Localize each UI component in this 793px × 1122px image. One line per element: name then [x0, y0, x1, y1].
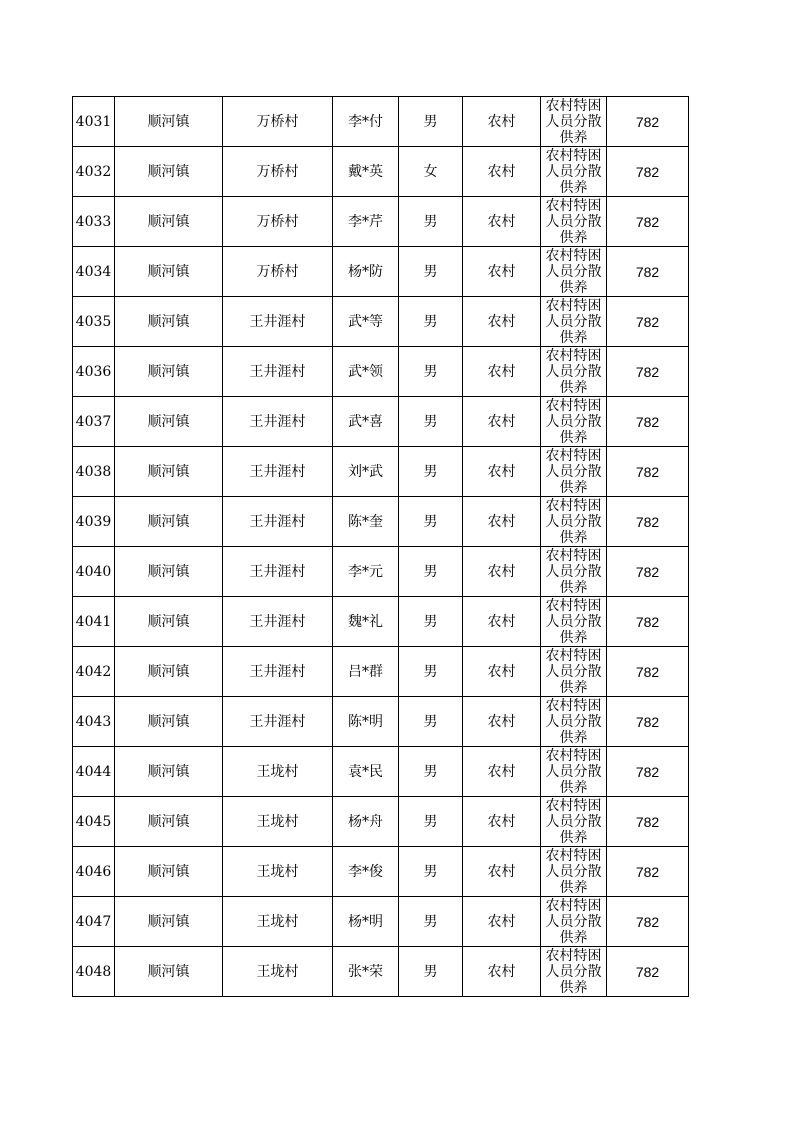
cell-town: 顺河镇: [115, 947, 223, 997]
cell-support-category: [541, 947, 607, 997]
cell-gender: 男: [399, 397, 463, 447]
cell-gender: 男: [399, 347, 463, 397]
cell-village: 王垅村: [223, 797, 333, 847]
cell-support-category: [541, 897, 607, 947]
cell-amount: 782: [607, 247, 689, 297]
cell-support-category: [541, 597, 607, 647]
cell-village: 万桥村: [223, 247, 333, 297]
cell-support-category: [541, 497, 607, 547]
cell-area-type: 农村: [463, 897, 541, 947]
support-category-text: 农村特困人员分散供养: [545, 398, 602, 445]
table-row: [73, 597, 689, 647]
cell-recipient-name: 张*荣: [333, 947, 399, 997]
cell-gender: 男: [399, 947, 463, 997]
cell-town: 顺河镇: [115, 697, 223, 747]
cell-area-type: 农村: [463, 447, 541, 497]
cell-serial-number: 4048: [73, 947, 115, 997]
cell-gender: 男: [399, 447, 463, 497]
cell-serial-number: 4045: [73, 797, 115, 847]
cell-area-type: 农村: [463, 947, 541, 997]
cell-support-category: [541, 97, 607, 147]
cell-town: 顺河镇: [115, 447, 223, 497]
support-category-text: 农村特困人员分散供养: [545, 298, 602, 345]
relief-recipient-table: [72, 96, 689, 997]
cell-recipient-name: 李*元: [333, 547, 399, 597]
table-row: [73, 247, 689, 297]
cell-gender: 男: [399, 697, 463, 747]
cell-serial-number: 4032: [73, 147, 115, 197]
cell-serial-number: 4041: [73, 597, 115, 647]
cell-town: 顺河镇: [115, 547, 223, 597]
cell-town: 顺河镇: [115, 347, 223, 397]
cell-recipient-name: 李*付: [333, 97, 399, 147]
cell-serial-number: 4031: [73, 97, 115, 147]
cell-serial-number: 4042: [73, 647, 115, 697]
cell-gender: 男: [399, 647, 463, 697]
cell-recipient-name: 吕*群: [333, 647, 399, 697]
cell-town: 顺河镇: [115, 497, 223, 547]
cell-area-type: 农村: [463, 697, 541, 747]
cell-town: 顺河镇: [115, 197, 223, 247]
cell-serial-number: 4043: [73, 697, 115, 747]
support-category-text: 农村特困人员分散供养: [545, 798, 602, 845]
table-row: [73, 747, 689, 797]
cell-town: 顺河镇: [115, 597, 223, 647]
cell-support-category: [541, 247, 607, 297]
cell-area-type: 农村: [463, 397, 541, 447]
cell-area-type: 农村: [463, 297, 541, 347]
cell-gender: 男: [399, 197, 463, 247]
cell-town: 顺河镇: [115, 297, 223, 347]
cell-serial-number: 4033: [73, 197, 115, 247]
cell-town: 顺河镇: [115, 397, 223, 447]
cell-gender: 男: [399, 547, 463, 597]
table-row: [73, 97, 689, 147]
cell-amount: 782: [607, 547, 689, 597]
cell-village: 王井涯村: [223, 347, 333, 397]
table-row: [73, 847, 689, 897]
cell-amount: 782: [607, 647, 689, 697]
support-category-text: 农村特困人员分散供养: [545, 98, 602, 145]
cell-village: 万桥村: [223, 197, 333, 247]
cell-area-type: 农村: [463, 797, 541, 847]
cell-recipient-name: 袁*民: [333, 747, 399, 797]
cell-village: 王井涯村: [223, 647, 333, 697]
cell-support-category: [541, 797, 607, 847]
support-category-text: 农村特困人员分散供养: [545, 498, 602, 545]
cell-town: 顺河镇: [115, 797, 223, 847]
cell-village: 王井涯村: [223, 597, 333, 647]
table-row: [73, 947, 689, 997]
cell-support-category: [541, 297, 607, 347]
cell-gender: 男: [399, 847, 463, 897]
cell-serial-number: 4039: [73, 497, 115, 547]
table-body: [73, 97, 689, 997]
cell-village: 王井涯村: [223, 547, 333, 597]
cell-village: 万桥村: [223, 97, 333, 147]
cell-amount: 782: [607, 97, 689, 147]
cell-serial-number: 4038: [73, 447, 115, 497]
cell-amount: 782: [607, 447, 689, 497]
cell-town: 顺河镇: [115, 97, 223, 147]
cell-amount: 782: [607, 497, 689, 547]
cell-area-type: 农村: [463, 547, 541, 597]
cell-gender: 女: [399, 147, 463, 197]
cell-village: 王垅村: [223, 847, 333, 897]
cell-serial-number: 4047: [73, 897, 115, 947]
cell-support-category: [541, 347, 607, 397]
cell-serial-number: 4035: [73, 297, 115, 347]
cell-amount: 782: [607, 697, 689, 747]
table-row: [73, 347, 689, 397]
cell-amount: 782: [607, 347, 689, 397]
cell-serial-number: 4044: [73, 747, 115, 797]
cell-area-type: 农村: [463, 147, 541, 197]
cell-recipient-name: 武*领: [333, 347, 399, 397]
support-category-text: 农村特困人员分散供养: [545, 148, 602, 195]
cell-serial-number: 4040: [73, 547, 115, 597]
support-category-text: 农村特困人员分散供养: [545, 848, 602, 895]
support-category-text: 农村特困人员分散供养: [545, 748, 602, 795]
cell-support-category: [541, 647, 607, 697]
cell-serial-number: 4046: [73, 847, 115, 897]
cell-area-type: 农村: [463, 597, 541, 647]
cell-area-type: 农村: [463, 847, 541, 897]
cell-village: 万桥村: [223, 147, 333, 197]
support-category-text: 农村特困人员分散供养: [545, 548, 602, 595]
cell-support-category: [541, 147, 607, 197]
cell-amount: 782: [607, 147, 689, 197]
cell-amount: 782: [607, 797, 689, 847]
cell-recipient-name: 魏*礼: [333, 597, 399, 647]
cell-recipient-name: 杨*舟: [333, 797, 399, 847]
cell-village: 王井涯村: [223, 497, 333, 547]
table-row: [73, 397, 689, 447]
cell-support-category: [541, 747, 607, 797]
cell-recipient-name: 陈*明: [333, 697, 399, 747]
cell-amount: 782: [607, 397, 689, 447]
support-category-text: 农村特困人员分散供养: [545, 198, 602, 245]
cell-gender: 男: [399, 597, 463, 647]
cell-recipient-name: 武*等: [333, 297, 399, 347]
cell-gender: 男: [399, 97, 463, 147]
cell-town: 顺河镇: [115, 747, 223, 797]
cell-area-type: 农村: [463, 647, 541, 697]
cell-amount: 782: [607, 197, 689, 247]
cell-town: 顺河镇: [115, 147, 223, 197]
support-category-text: 农村特困人员分散供养: [545, 698, 602, 745]
cell-town: 顺河镇: [115, 247, 223, 297]
cell-support-category: [541, 447, 607, 497]
cell-recipient-name: 李*俊: [333, 847, 399, 897]
table-row: [73, 697, 689, 747]
support-category-text: 农村特困人员分散供养: [545, 448, 602, 495]
cell-recipient-name: 杨*防: [333, 247, 399, 297]
cell-amount: 782: [607, 847, 689, 897]
table-row: [73, 547, 689, 597]
cell-gender: 男: [399, 797, 463, 847]
table-row: [73, 147, 689, 197]
cell-area-type: 农村: [463, 97, 541, 147]
cell-serial-number: 4037: [73, 397, 115, 447]
cell-village: 王井涯村: [223, 697, 333, 747]
cell-village: 王井涯村: [223, 297, 333, 347]
table-row: [73, 897, 689, 947]
cell-gender: 男: [399, 247, 463, 297]
cell-serial-number: 4034: [73, 247, 115, 297]
cell-gender: 男: [399, 897, 463, 947]
cell-support-category: [541, 197, 607, 247]
cell-amount: 782: [607, 747, 689, 797]
cell-amount: 782: [607, 297, 689, 347]
cell-town: 顺河镇: [115, 847, 223, 897]
table-row: [73, 197, 689, 247]
support-category-text: 农村特困人员分散供养: [545, 898, 602, 945]
cell-village: 王井涯村: [223, 397, 333, 447]
cell-recipient-name: 武*喜: [333, 397, 399, 447]
cell-support-category: [541, 397, 607, 447]
cell-serial-number: 4036: [73, 347, 115, 397]
table-row: [73, 647, 689, 697]
support-category-text: 农村特困人员分散供养: [545, 348, 602, 395]
cell-gender: 男: [399, 747, 463, 797]
cell-town: 顺河镇: [115, 897, 223, 947]
support-category-text: 农村特困人员分散供养: [545, 948, 602, 995]
cell-support-category: [541, 547, 607, 597]
cell-area-type: 农村: [463, 247, 541, 297]
cell-village: 王垅村: [223, 897, 333, 947]
table-row: [73, 497, 689, 547]
cell-area-type: 农村: [463, 747, 541, 797]
table-row: [73, 447, 689, 497]
cell-support-category: [541, 697, 607, 747]
cell-recipient-name: 陈*奎: [333, 497, 399, 547]
cell-gender: 男: [399, 297, 463, 347]
cell-amount: 782: [607, 897, 689, 947]
cell-village: 王垅村: [223, 947, 333, 997]
cell-gender: 男: [399, 497, 463, 547]
support-category-text: 农村特困人员分散供养: [545, 598, 602, 645]
cell-recipient-name: 李*芹: [333, 197, 399, 247]
cell-area-type: 农村: [463, 347, 541, 397]
cell-area-type: 农村: [463, 197, 541, 247]
cell-village: 王井涯村: [223, 447, 333, 497]
cell-recipient-name: 刘*武: [333, 447, 399, 497]
table-row: [73, 797, 689, 847]
support-category-text: 农村特困人员分散供养: [545, 648, 602, 695]
cell-village: 王垅村: [223, 747, 333, 797]
cell-area-type: 农村: [463, 497, 541, 547]
cell-amount: 782: [607, 597, 689, 647]
cell-support-category: [541, 847, 607, 897]
cell-town: 顺河镇: [115, 647, 223, 697]
table-row: [73, 297, 689, 347]
support-category-text: 农村特困人员分散供养: [545, 248, 602, 295]
cell-recipient-name: 杨*明: [333, 897, 399, 947]
cell-amount: 782: [607, 947, 689, 997]
cell-recipient-name: 戴*英: [333, 147, 399, 197]
